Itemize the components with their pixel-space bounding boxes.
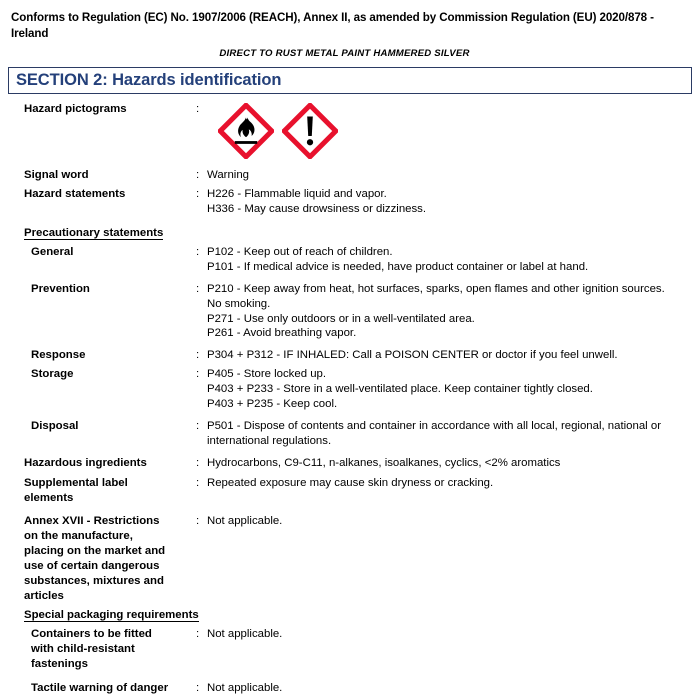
colon: : [196, 349, 200, 362]
value-line: P271 - Use only outdoors or in a well-ventilated area. [207, 312, 475, 325]
supplemental-label-elements-value: Repeated exposure may cause skin dryness or cracking. [207, 476, 494, 489]
label-line: on the manufacture, [24, 529, 133, 542]
colon: : [196, 628, 200, 641]
hazard-statements-label: Hazard statements [24, 187, 126, 200]
row-child-resistant-fastenings [0, 627, 690, 672]
precautionary-prevention-label: Prevention [31, 282, 90, 295]
precautionary-statements-heading-text: Precautionary statements [24, 226, 164, 239]
row-hazardous-ingredients [0, 456, 690, 471]
hazard-statements-value [207, 187, 690, 217]
special-packaging-heading-text: Special packaging requirements [24, 609, 199, 622]
row-tactile-warning [0, 681, 690, 696]
value-line: P261 - Avoid breathing vapor. [207, 327, 357, 340]
label-line: Supplemental label [24, 476, 128, 489]
product-name-title: DIRECT TO RUST METAL PAINT HAMMERED SILVER [219, 47, 470, 59]
row-precautionary-response [0, 348, 690, 363]
colon: : [196, 420, 200, 433]
colon: : [196, 102, 200, 115]
document-header [0, 0, 700, 59]
row-hazard-statements [0, 187, 690, 217]
hazardous-ingredients-label: Hazardous ingredients [24, 457, 147, 470]
value-line: P210 - Keep away from heat, hot surfaces, sparks, open flames and other ignition sources. No smoking. [207, 282, 665, 310]
label-line: use of certain dangerous [24, 559, 160, 572]
row-precautionary-storage [0, 367, 690, 412]
flame-pictogram [218, 103, 274, 159]
row-precautionary-prevention [0, 282, 690, 342]
label-line: substances, mixtures and [24, 574, 164, 587]
precautionary-general-value [207, 245, 690, 275]
value-line: P102 - Keep out of reach of children. [207, 245, 393, 258]
precautionary-general-label: General [31, 245, 74, 258]
label-line: Containers to be fitted [31, 628, 152, 641]
row-signal-word [0, 168, 690, 183]
value-line: P405 - Store locked up. [207, 368, 327, 381]
colon: : [196, 368, 200, 381]
value-line: P501 - Dispose of contents and container in accordance with all local, regional, national or international regulations. [207, 420, 661, 448]
child-resistant-fastenings-label [0, 627, 196, 672]
exclamation-mark-pictogram [282, 103, 338, 159]
signal-word-value: Warning [207, 168, 249, 181]
colon: : [196, 245, 200, 258]
colon: : [196, 457, 200, 470]
regulation-conformance-text: Conforms to Regulation (EC) No. 1907/2006 (REACH), Annex II, as amended by Commission Regulation (EU) 2020/878 - Ireland [11, 11, 654, 40]
supplemental-label-elements-label [0, 476, 196, 506]
value-line: P101 - If medical advice is needed, have product container or label at hand. [207, 260, 589, 273]
precautionary-disposal-label: Disposal [31, 420, 79, 433]
row-hazard-pictograms [0, 102, 690, 159]
colon: : [196, 187, 200, 200]
label-line: fastenings [31, 658, 88, 671]
row-supplemental-label-elements [0, 476, 690, 506]
label-line: articles [24, 589, 64, 602]
colon: : [196, 282, 200, 295]
colon: : [196, 682, 200, 695]
colon: : [196, 476, 200, 489]
precautionary-storage-label: Storage [31, 368, 74, 381]
hazard-pictograms-value [207, 102, 690, 159]
label-line: elements [24, 491, 74, 504]
value-line: P403 + P233 - Store in a well-ventilated place. Keep container tightly closed. [207, 383, 593, 396]
section-title: SECTION 2: Hazards identification [16, 70, 282, 89]
signal-word-label: Signal word [24, 168, 89, 181]
tactile-warning-value: Not applicable. [207, 682, 283, 695]
label-line: Annex XVII - Restrictions [24, 514, 160, 527]
pictogram-strip [218, 103, 682, 159]
hazard-pictograms-label: Hazard pictograms [24, 102, 127, 115]
precautionary-statements-heading [0, 227, 690, 239]
hazardous-ingredients-value: Hydrocarbons, C9-C11, n-alkanes, isoalkanes, cyclics, <2% aromatics [207, 457, 561, 470]
child-resistant-fastenings-value: Not applicable. [207, 628, 283, 641]
precautionary-response-label: Response [31, 349, 86, 362]
precautionary-disposal-value [207, 419, 690, 449]
label-line: with child-resistant [31, 643, 135, 656]
annex-xvii-value: Not applicable. [207, 514, 283, 527]
precautionary-storage-value [207, 367, 690, 412]
precautionary-prevention-value [207, 282, 690, 342]
tactile-warning-label: Tactile warning of danger [31, 682, 169, 695]
value-line: H336 - May cause drowsiness or dizziness. [207, 202, 427, 215]
precautionary-response-value [207, 348, 690, 363]
section-content [0, 102, 700, 696]
label-line: placing on the market and [24, 544, 166, 557]
row-annex-xvii [0, 514, 690, 604]
section-header-bar [8, 67, 692, 94]
colon: : [196, 168, 200, 181]
row-precautionary-general [0, 245, 690, 275]
value-line: P403 + P235 - Keep cool. [207, 398, 338, 411]
row-precautionary-disposal [0, 419, 690, 449]
annex-xvii-label [0, 514, 196, 604]
value-line: P304 + P312 - IF INHALED: Call a POISON CENTER or doctor if you feel unwell. [207, 349, 618, 362]
special-packaging-heading [0, 609, 690, 621]
colon: : [196, 514, 200, 527]
value-line: H226 - Flammable liquid and vapor. [207, 187, 387, 200]
